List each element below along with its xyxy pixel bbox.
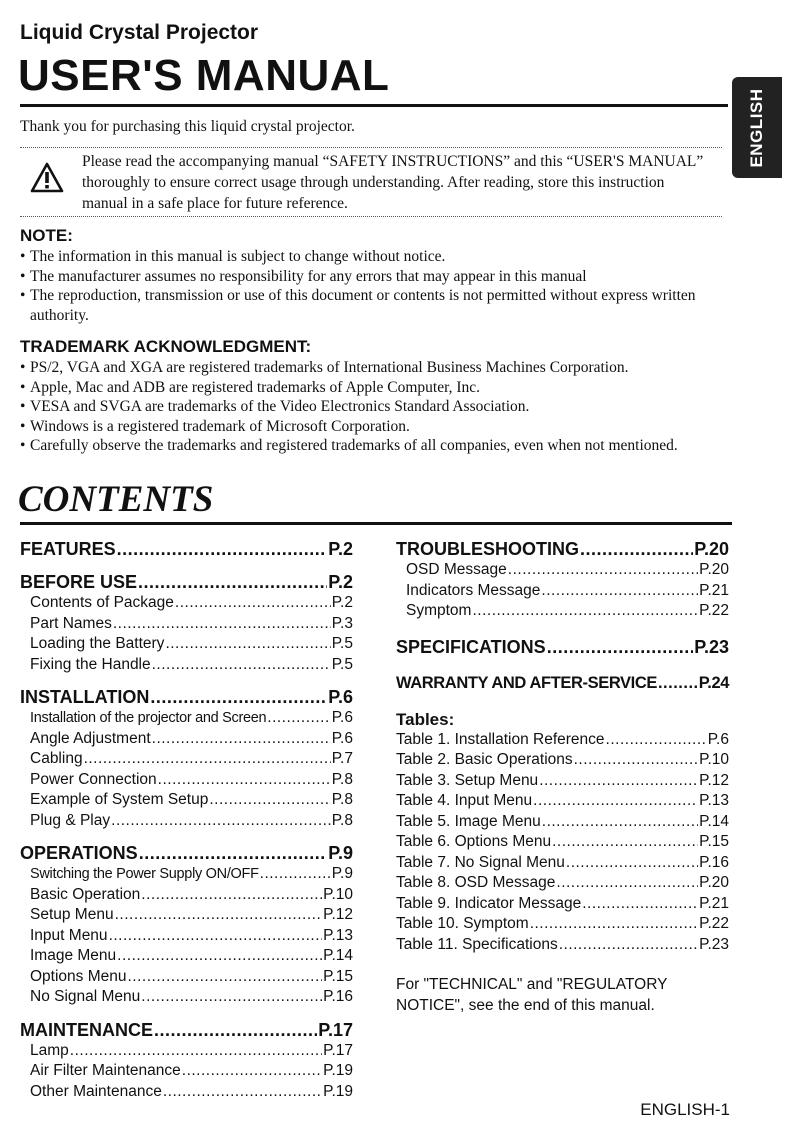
tables-heading: Tables: [396, 709, 455, 729]
toc-leader-dots [117, 946, 322, 967]
list-item: • PS/2, VGA and XGA are registered trademarks of International Business Machines Corporation. [20, 358, 730, 378]
toc-leader-dots [552, 832, 698, 853]
toc-entry-section[interactable] [20, 571, 353, 593]
toc-entry-page: P.22 [699, 602, 729, 619]
toc-entry-page: P.15 [323, 967, 353, 985]
toc-entry-label: Table 6. Options Menu [396, 833, 552, 850]
contents-title: CONTENTS [18, 479, 214, 520]
toc-leader-dots [128, 967, 323, 988]
toc-leader-dots [158, 770, 331, 791]
toc-leader-dots [165, 634, 330, 655]
toc-entry-label: Other Maintenance [30, 1082, 162, 1100]
document-subtitle: Liquid Crystal Projector [20, 21, 259, 44]
toc-entry-subsection[interactable] [20, 593, 353, 614]
toc-leader-dots [566, 853, 698, 874]
toc-entry-section[interactable] [396, 538, 729, 560]
toc-entry-table[interactable] [396, 832, 729, 853]
toc-entry-table[interactable] [396, 771, 729, 792]
note-heading: NOTE: [20, 226, 73, 245]
toc-entry-page: P.2 [328, 539, 353, 559]
toc-leader-dots [556, 873, 698, 894]
toc-entry-label: Indicators Message [406, 581, 541, 599]
toc-entry-subsection[interactable] [396, 601, 729, 622]
toc-leader-dots [70, 1041, 322, 1062]
toc-entry-label: Table 7. No Signal Menu [396, 853, 565, 871]
toc-entry-label: No Signal Menu [30, 988, 141, 1005]
toc-entry-table[interactable] [396, 730, 729, 751]
trademark-heading: TRADEMARK ACKNOWLEDGMENT: [20, 337, 312, 356]
safety-notice-box [20, 147, 722, 217]
toc-entry-label: Power Connection [30, 770, 157, 788]
toc-entry-page: P.24 [698, 673, 729, 692]
toc-leader-dots [141, 987, 322, 1008]
toc-entry-subsection[interactable] [20, 634, 353, 655]
toc-leader-dots [542, 812, 698, 833]
toc-right-column [396, 538, 729, 1016]
toc-entry-subsection[interactable] [20, 770, 353, 791]
toc-entry-page: P.6 [331, 729, 353, 747]
toc-leader-dots [163, 1082, 322, 1103]
toc-leader-dots [541, 581, 698, 602]
toc-entry-page: P.2 [331, 594, 353, 611]
toc-entry-subsection[interactable] [20, 811, 353, 832]
toc-entry-section[interactable] [396, 672, 729, 694]
toc-entry-subsection[interactable] [20, 946, 353, 967]
toc-entry-subsection[interactable] [20, 1061, 353, 1082]
toc-entry-label: Table 9. Indicator Message [396, 894, 582, 912]
toc-leader-dots [111, 811, 331, 832]
safety-notice-text: Please read the accompanying manual “SAFETY INSTRUCTIONS” and this “USER'S MANUAL” thoroughly to ensure correct usage through understanding. After reading, store this instruction manual in a safe place for future reference. [82, 153, 704, 212]
toc-entry-label: Table 2. Basic Operations [396, 751, 573, 768]
toc-entry-page: P.12 [323, 906, 353, 923]
toc-entry-subsection[interactable] [20, 1082, 353, 1103]
toc-entry-page: P.7 [331, 750, 353, 767]
toc-entry-table[interactable] [396, 894, 729, 915]
list-item: • The information in this manual is subject to change without notice. [20, 247, 730, 267]
language-tab [732, 77, 782, 178]
toc-entry-page: P.8 [331, 811, 353, 829]
toc-entry-page: P.20 [699, 874, 729, 891]
toc-leader-dots [141, 885, 322, 906]
page-number: ENGLISH-1 [640, 1100, 730, 1119]
toc-leader-dots [152, 655, 331, 676]
list-item: • The manufacturer assumes no responsibility for any errors that may appear in this manual [20, 267, 730, 287]
toc-entry-page: P.9 [328, 843, 353, 863]
toc-entry-page: P.8 [331, 791, 353, 808]
toc-leader-dots [84, 749, 331, 770]
document-title: USER'S MANUAL [18, 51, 390, 100]
toc-entry-subsection[interactable] [396, 560, 729, 581]
toc-left-column [20, 538, 353, 1102]
toc-entry-page: P.10 [699, 751, 729, 768]
toc-entry-page: P.14 [699, 812, 729, 830]
toc-entry-label: Table 8. OSD Message [396, 874, 556, 891]
toc-entry-subsection[interactable] [20, 885, 353, 906]
toc-entry-label: Table 4. Input Menu [396, 792, 533, 809]
toc-leader-dots [209, 790, 330, 811]
toc-leader-dots [152, 729, 331, 750]
toc-entry-label: Contents of Package [30, 594, 174, 611]
tables-list [396, 730, 729, 956]
toc-entry-label: BEFORE USE [20, 572, 138, 592]
toc-entry-label: Installation of the projector and Screen [30, 710, 267, 726]
toc-entry-label: Air Filter Maintenance [30, 1062, 181, 1079]
toc-entry-label: Table 5. Image Menu [396, 812, 541, 830]
toc-entry-page: P.13 [323, 926, 353, 944]
toc-entry-label: Image Menu [30, 947, 117, 964]
toc-entry-label: Basic Operation [30, 885, 141, 903]
toc-leader-dots [175, 593, 331, 614]
toc-entry-subsection[interactable] [20, 749, 353, 770]
contents-footnote: For "TECHNICAL" and "REGULATORY NOTICE", see the end of this manual. [396, 976, 668, 1014]
list-item: • Apple, Mac and ADB are registered trademarks of Apple Computer, Inc. [20, 378, 730, 398]
toc-entry-label: Table 11. Specifications [396, 935, 558, 953]
toc-leader-dots [574, 750, 698, 771]
toc-leader-dots [559, 935, 698, 956]
toc-entry-page: P.6 [331, 709, 353, 726]
toc-entry-label: TROUBLESHOOTING [396, 539, 579, 559]
toc-entry-page: P.9 [331, 865, 353, 882]
toc-entry-label: SPECIFICATIONS [396, 636, 546, 657]
toc-entry-label: Loading the Battery [30, 635, 165, 652]
toc-leader-dots [472, 601, 698, 622]
toc-entry-table[interactable] [396, 914, 729, 935]
toc-entry-subsection[interactable] [20, 1041, 353, 1062]
toc-leader-dots [606, 730, 707, 751]
toc-entry-page: P.5 [331, 655, 353, 673]
toc-leader-dots [582, 894, 698, 915]
toc-entry-page: P.6 [707, 730, 729, 748]
toc-entry-label: INSTALLATION [20, 687, 150, 707]
toc-leader-dots [267, 708, 330, 729]
toc-entry-page: P.3 [331, 614, 353, 632]
contents-divider [20, 522, 732, 525]
toc-leader-dots [539, 771, 698, 792]
toc-entry-page: P.14 [323, 947, 353, 964]
toc-entry-page: P.19 [323, 1082, 353, 1100]
toc-entry-page: P.20 [699, 561, 729, 578]
toc-entry-subsection[interactable] [396, 581, 729, 602]
toc-leader-dots [533, 791, 698, 812]
toc-entry-label: Angle Adjustment [30, 729, 151, 747]
toc-entry-page: P.10 [323, 885, 353, 903]
note-list [20, 247, 730, 325]
toc-leader-dots [138, 571, 327, 593]
toc-leader-dots [150, 686, 327, 708]
toc-entry-page: P.19 [323, 1062, 353, 1079]
toc-entry-page: P.6 [328, 687, 353, 707]
toc-entry-section[interactable] [20, 538, 353, 560]
toc-entry-label: OPERATIONS [20, 843, 138, 863]
toc-entry-page: P.21 [699, 894, 729, 912]
toc-entry-page: P.13 [699, 792, 729, 809]
toc-entry-page: P.16 [323, 988, 353, 1005]
toc-entry-label: Part Names [30, 614, 112, 632]
toc-leader-dots [109, 926, 323, 947]
toc-entry-page: P.17 [318, 1019, 353, 1040]
trademark-list [20, 358, 730, 456]
toc-entry-page: P.17 [323, 1041, 353, 1059]
toc-entry-label: Setup Menu [30, 906, 114, 923]
toc-entry-subsection[interactable] [20, 729, 353, 750]
toc-leader-dots [547, 636, 694, 658]
toc-entry-label: Table 10. Symptom [396, 915, 529, 932]
toc-entry-page: P.23 [699, 935, 729, 953]
toc-entry-label: Lamp [30, 1041, 69, 1059]
toc-entry-page: P.2 [328, 572, 353, 592]
toc-entry-subsection[interactable] [20, 864, 353, 885]
toc-leader-dots [508, 560, 698, 581]
toc-entry-page: P.23 [694, 636, 729, 657]
toc-entry-section[interactable] [396, 636, 729, 658]
toc-entry-page: P.21 [699, 581, 729, 599]
toc-right-sections [396, 538, 729, 694]
toc-entry-page: P.22 [699, 915, 729, 932]
title-divider [20, 104, 728, 107]
toc-leader-dots [580, 538, 693, 560]
toc-entry-label: Plug & Play [30, 811, 111, 829]
toc-entry-subsection[interactable] [20, 987, 353, 1008]
toc-entry-subsection[interactable] [20, 655, 353, 676]
toc-leader-dots [182, 1061, 322, 1082]
toc-entry-label: Switching the Power Supply ON/OFF [30, 866, 259, 882]
thanks-text: Thank you for purchasing this liquid crystal projector. [20, 118, 355, 135]
toc-entry-section[interactable] [20, 842, 353, 864]
toc-leader-dots [115, 905, 323, 926]
toc-entry-page: P.8 [331, 770, 353, 788]
list-item: • Carefully observe the trademarks and registered trademarks of all companies, even when not mentioned. [20, 436, 730, 456]
toc-entry-label: Symptom [406, 602, 472, 619]
toc-entry-table[interactable] [396, 935, 729, 956]
warning-triangle-icon [30, 162, 64, 194]
toc-leader-dots [260, 864, 331, 885]
toc-entry-section[interactable] [20, 1019, 353, 1041]
toc-entry-label: Example of System Setup [30, 791, 209, 808]
toc-entry-table[interactable] [396, 853, 729, 874]
toc-entry-page: P.12 [699, 771, 729, 789]
toc-entry-table[interactable] [396, 812, 729, 833]
toc-entry-table[interactable] [396, 791, 729, 812]
list-item: • VESA and SVGA are trademarks of the Video Electronics Standard Association. [20, 397, 730, 417]
toc-entry-subsection[interactable] [20, 926, 353, 947]
toc-entry-page: P.20 [694, 539, 729, 559]
toc-entry-page: P.5 [331, 635, 353, 652]
language-tab-label: ENGLISH [747, 87, 766, 168]
toc-entry-label: Options Menu [30, 967, 127, 985]
toc-leader-dots [530, 914, 698, 935]
toc-entry-subsection[interactable] [20, 708, 353, 729]
toc-entry-table[interactable] [396, 750, 729, 771]
toc-entry-section[interactable] [20, 686, 353, 708]
toc-entry-label: OSD Message [406, 561, 507, 578]
toc-entry-label: Cabling [30, 750, 83, 767]
toc-entry-label: FEATURES [20, 539, 116, 559]
toc-entry-label: Input Menu [30, 926, 108, 944]
toc-leader-dots [154, 1019, 317, 1041]
toc-leader-dots [117, 538, 328, 560]
toc-entry-page: P.15 [699, 833, 729, 850]
toc-entry-subsection[interactable] [20, 790, 353, 811]
toc-entry-subsection[interactable] [20, 614, 353, 635]
toc-entry-label: Fixing the Handle [30, 655, 151, 673]
list-item: • The reproduction, transmission or use of this document or contents is not permitted without express written authority. [20, 286, 730, 325]
list-item: • Windows is a registered trademark of Microsoft Corporation. [20, 417, 730, 437]
toc-entry-label: Table 3. Setup Menu [396, 771, 539, 789]
toc-entry-table[interactable] [396, 873, 729, 894]
toc-leader-dots [139, 842, 328, 864]
toc-leader-dots [113, 614, 331, 635]
toc-entry-label: MAINTENANCE [20, 1019, 153, 1040]
toc-entry-page: P.16 [699, 853, 729, 871]
toc-entry-label: WARRANTY AND AFTER-SERVICE [396, 673, 657, 692]
toc-entry-label: Table 1. Installation Reference [396, 730, 605, 748]
toc-entry-subsection[interactable] [20, 905, 353, 926]
toc-leader-dots [658, 672, 698, 694]
toc-entry-subsection[interactable] [20, 967, 353, 988]
